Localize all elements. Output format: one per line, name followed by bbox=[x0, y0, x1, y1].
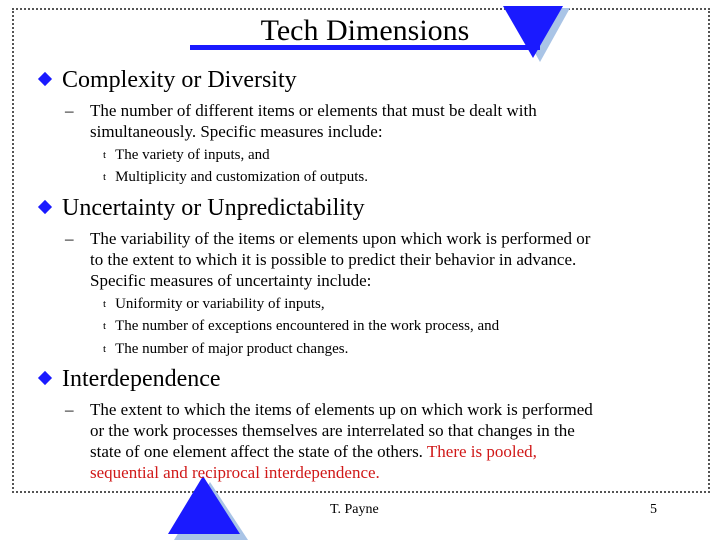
list-item: t The number of major product changes. bbox=[103, 341, 349, 357]
highlight-text: There is pooled, bbox=[426, 442, 537, 461]
page-number: 5 bbox=[650, 502, 657, 517]
triangle-bottom-left-icon bbox=[168, 474, 250, 540]
list-item: t The variety of inputs, and bbox=[103, 147, 270, 163]
small-triangle-bullet-icon: t bbox=[103, 320, 107, 332]
diamond-bullet-icon bbox=[38, 371, 52, 385]
section-heading-interdependence: Interdependence bbox=[40, 365, 221, 393]
diamond-bullet-icon bbox=[38, 72, 52, 86]
slide-title: Tech Dimensions bbox=[260, 14, 470, 47]
diamond-bullet-icon bbox=[38, 200, 52, 214]
list-item: t The number of exceptions encountered in the work process, and bbox=[103, 318, 500, 334]
small-triangle-bullet-icon: t bbox=[103, 298, 107, 310]
small-triangle-bullet-icon: t bbox=[103, 171, 107, 183]
footer-author: T. Payne bbox=[330, 502, 379, 517]
small-triangle-bullet-icon: t bbox=[103, 149, 107, 161]
highlight-text: sequential and reciprocal interdependence. bbox=[90, 463, 380, 482]
section-heading-uncertainty: Uncertainty or Unpredictability bbox=[40, 194, 365, 222]
list-item: t Uniformity or variability of inputs, bbox=[103, 296, 325, 312]
list-item: t Multiplicity and customization of outputs. bbox=[103, 169, 368, 185]
section-heading-complexity: Complexity or Diversity bbox=[40, 66, 297, 94]
small-triangle-bullet-icon: t bbox=[103, 343, 107, 355]
